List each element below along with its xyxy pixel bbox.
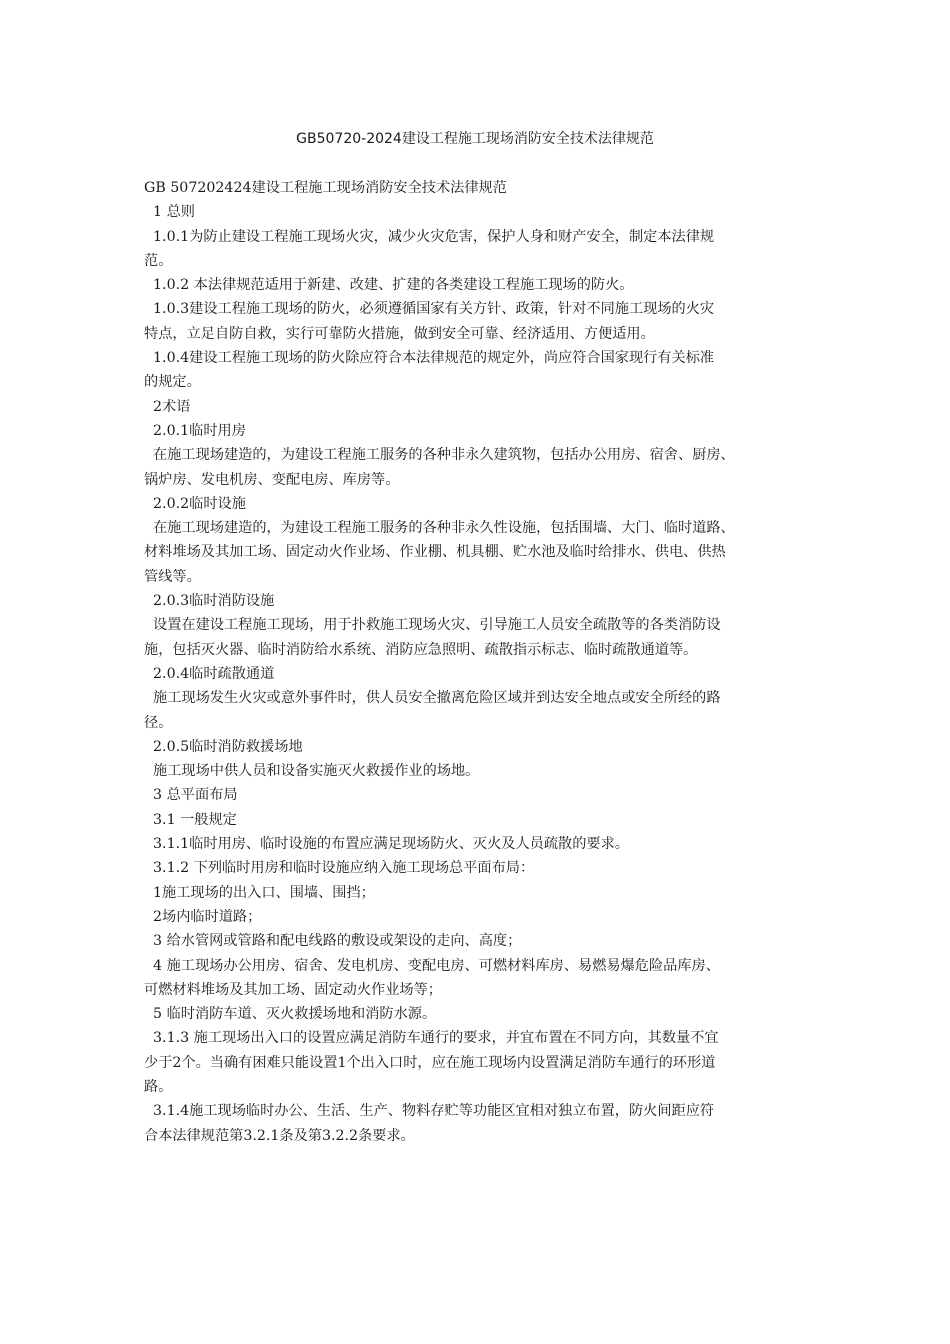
document-line: 3.1.3 施工现场出入口的设置应满足消防车通行的要求，并宜布置在不同方向，其数量不宜	[144, 1030, 719, 1047]
document-line: 少于2个。当确有困难只能设置1个出入口时，应在施工现场内设置满足消防车通行的环形道	[144, 1054, 716, 1071]
document-line: 2.0.4临时疏散通道	[144, 665, 275, 682]
document-line: GB 507202424建设工程施工现场消防安全技术法律规范	[144, 180, 507, 196]
document-line: 4 施工现场办公用房、宿舍、发电机房、变配电房、可燃材料库房、易燃易爆危险品库房、	[144, 957, 720, 974]
document-line: 2.0.1临时用房	[144, 422, 246, 439]
document-line: 3.1 一般规定	[144, 811, 237, 828]
document-line: 1施工现场的出入口、围墙、围挡；	[144, 884, 375, 901]
document-line: 路。	[144, 1078, 173, 1095]
document-line: 5 临时消防车道、灭火救援场地和消防水源。	[144, 1006, 437, 1023]
document-line: 在施工现场建造的，为建设工程施工服务的各种非永久性设施，包括围墙、大门、临时道路、	[144, 520, 735, 537]
document-line: 径。	[144, 714, 173, 731]
document-line: 3 总平面布局	[144, 787, 238, 804]
document-line: 特点，立足自防自救，实行可靠防火措施，做到安全可靠、经济适用、方便适用。	[144, 325, 655, 342]
document-line: 1.0.1为防止建设工程施工现场火灾，减少火灾危害，保护人身和财产安全，制定本法律规	[144, 228, 715, 245]
document-line: 1 总则	[144, 204, 195, 221]
document-line: 2.0.5临时消防救援场地	[144, 738, 303, 755]
document-body	[144, 176, 812, 1148]
document-line: 2术语	[144, 398, 191, 415]
document-line: 2.0.3临时消防设施	[144, 593, 275, 610]
document-line: 在施工现场建造的，为建设工程施工服务的各种非永久建筑物，包括办公用房、宿舍、厨房、	[144, 447, 735, 464]
document-line: 可燃材料堆场及其加工场、固定动火作业场等；	[144, 981, 442, 998]
document-line: 施工现场发生火灾或意外事件时，供人员安全撤离危险区域并到达安全地点或安全所经的路	[144, 690, 721, 707]
document-line: 范。	[144, 252, 173, 269]
document-line: 材料堆场及其加工场、固定动火作业场、作业棚、机具棚、贮水池及临时给排水、供电、供热	[144, 544, 726, 561]
document-line: 施工现场中供人员和设备实施灭火救援作业的场地。	[144, 763, 480, 780]
document-line: 管线等。	[144, 568, 201, 585]
document-line: 2场内临时道路；	[144, 908, 262, 925]
document-line: 3.1.1临时用房、临时设施的布置应满足现场防火、灭火及人员疏散的要求。	[144, 836, 629, 853]
page-title: GB50720-2024建设工程施工现场消防安全技术法律规范	[296, 131, 654, 147]
document-line: 的规定。	[144, 374, 201, 391]
document-line: 1.0.2 本法律规范适用于新建、改建、扩建的各类建设工程施工现场的防火。	[144, 277, 634, 294]
document-line: 合本法律规范第3.2.1条及第3.2.2条要求。	[144, 1127, 415, 1144]
document-line: 2.0.2临时设施	[144, 495, 246, 512]
document-line: 设置在建设工程施工现场，用于扑救施工现场火灾、引导施工人员安全疏散等的各类消防设	[144, 617, 721, 634]
document-line: 锅炉房、发电机房、变配电房、库房等。	[144, 471, 400, 488]
document-line: 3.1.4施工现场临时办公、生活、生产、物料存贮等功能区宜相对独立布置，防火间距应符	[144, 1103, 715, 1120]
document-line: 3.1.2 下列临时用房和临时设施应纳入施工现场总平面布局：	[144, 860, 535, 877]
document-line: 1.0.3建设工程施工现场的防火，必须遵循国家有关方针、政策，针对不同施工现场的火灾	[144, 301, 715, 318]
document-line: 1.0.4建设工程施工现场的防火除应符合本法律规范的规定外，尚应符合国家现行有关标准	[144, 350, 715, 367]
document-line: 施，包括灭火器、临时消防给水系统、消防应急照明、疏散指示标志、临时疏散通道等。	[144, 641, 698, 658]
document-line: 3 给水管网或管路和配电线路的敷设或架设的走向、高度；	[144, 933, 522, 950]
